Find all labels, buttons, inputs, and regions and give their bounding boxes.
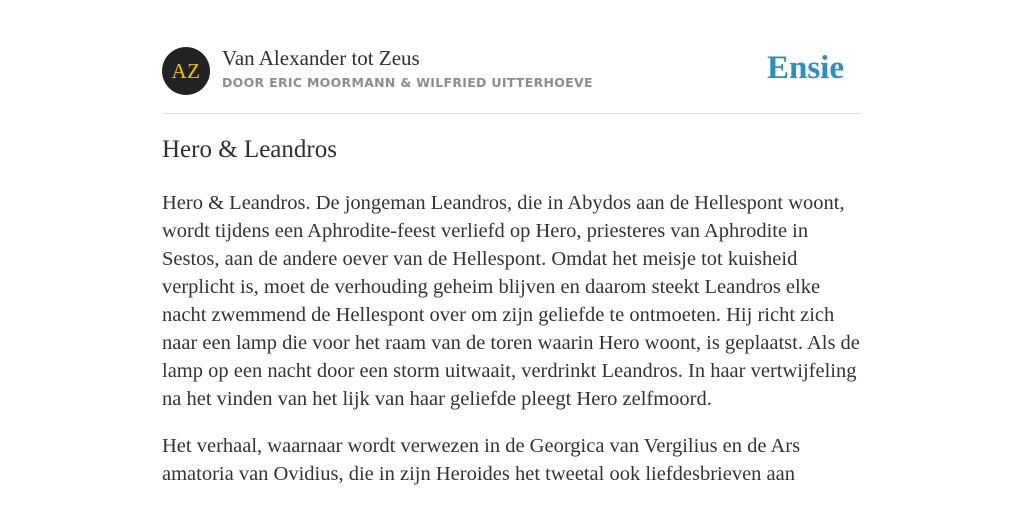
header [162,0,862,114]
entry-title: Hero & Leandros [162,136,337,163]
ensie-logo-link[interactable]: Ensie [766,50,844,86]
paragraph: Het verhaal, waarnaar wordt verwezen in de Georgica van Vergilius en de Ars amatoria van Ovidius, die in zijn Heroides het tweetal ook liefdesbrieven aan [162,435,801,485]
book-title-link[interactable]: Van Alexander tot Zeus [222,46,420,70]
entry-body [162,189,862,507]
paragraph: Hero & Leandros. De jongeman Leandros, die in Abydos aan de Hellespont woont, wordt tijdens een Aphrodite-feest verliefd op Hero, priesteres van Aphrodite in Sestos, aan de andere oever van de Hellespont. Omdat het meisje tot kuisheid verplicht is, moet de verhouding geheim blijven en daarom steekt Leandros elke nacht zwemmend de Hellespont over om zijn geliefde te ontmoeten. Hij richt zich naar een lamp die voor het raam van de toren waarin Hero woont, is geplaatst. Als de lamp op een nacht door een storm uitwaait, verdrinkt Leandros. In haar vertwijfeling na het vinden van het lijk van haar geliefde pleegt Hero zelfmoord. [162,192,860,410]
authors-byline: DOOR ERIC MOORMANN & WILFRIED UITTERHOEVE [222,75,593,90]
avatar[interactable]: AZ [162,47,210,95]
entry-page [162,0,862,485]
